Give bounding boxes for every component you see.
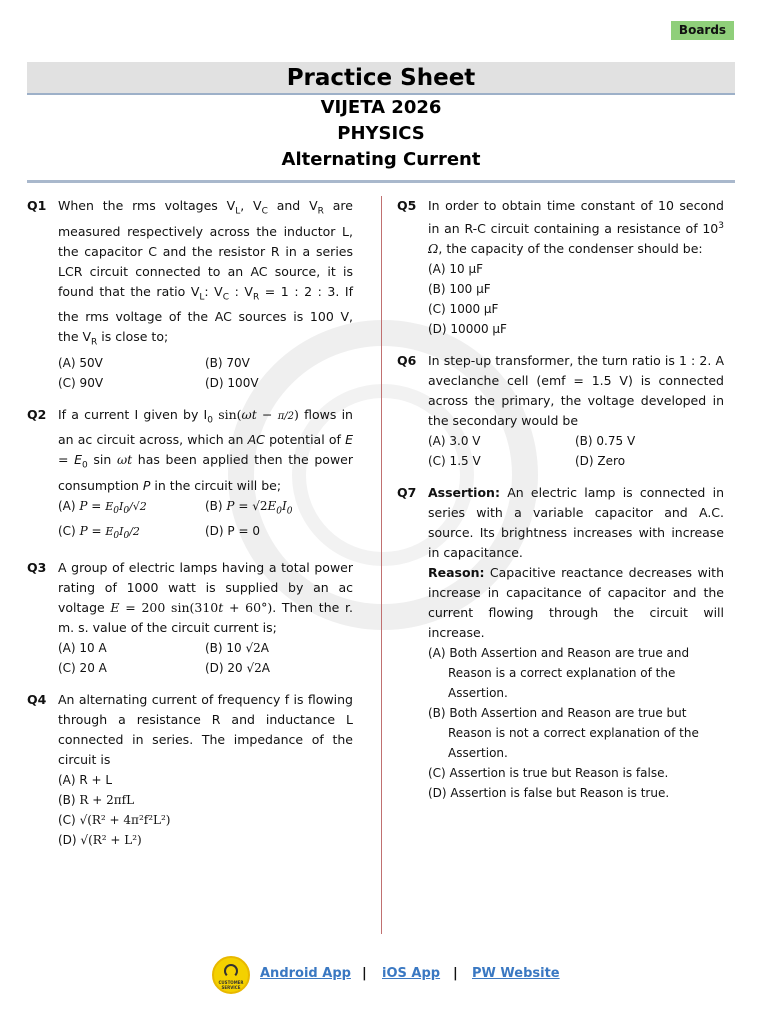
question-text: In order to obtain time constant of 10 second in an R-C circuit containing a resistance of $10^3$ Ω, the capacity of the condenser should be: xyxy=(428,198,724,257)
title-bar xyxy=(27,62,735,95)
option-c[interactable]: (C) 20 A xyxy=(58,661,107,676)
footer xyxy=(0,956,768,996)
logo-text: CUSTOMER SERVICE xyxy=(218,980,244,990)
question-number: Q6 xyxy=(397,353,417,369)
question-1 xyxy=(27,196,353,393)
question-6 xyxy=(397,351,724,471)
question-number: Q5 xyxy=(397,198,417,213)
subject-name: PHYSICS xyxy=(337,123,425,144)
option-d[interactable]: (D) 100V xyxy=(205,375,259,390)
question-number: Q7 xyxy=(397,485,417,501)
options xyxy=(428,643,724,803)
option-d[interactable]: (D) Assertion is false but Reason is true. xyxy=(428,786,670,801)
question-3 xyxy=(27,558,353,678)
option-b[interactable]: (B) R + 2πfL xyxy=(58,793,135,808)
options xyxy=(58,496,353,547)
left-column xyxy=(27,196,353,862)
option-a[interactable]: (A) 10 A xyxy=(58,641,107,656)
option-c[interactable]: (C) 90V xyxy=(58,375,104,390)
options xyxy=(58,638,353,678)
reason-body: Capacitive reactance decreases with increase in capacitance of capacitor and the current flowing through the circuit will increase. xyxy=(428,565,724,641)
option-a[interactable]: (A) R + L xyxy=(58,773,113,788)
option-b[interactable]: (B) Both Assertion and Reason are true but Reason is not a correct explanation of the Assertion. xyxy=(428,706,699,761)
android-app-link[interactable]: Android App xyxy=(260,966,351,981)
footer-separator: | xyxy=(453,966,458,981)
batch-name: VIJETA 2026 xyxy=(320,97,442,118)
option-d[interactable]: (D) 20 √2A xyxy=(205,661,271,676)
footer-separator: | xyxy=(362,966,367,981)
question-text: When the rms voltages $V_L$, $V_C$ and $V_R$ are measured respectively across the inductor L, the capacitor C and the resistor R in a series LCR circuit connected to an AC source, it is found that the ratio $V_L$: $V_C$ : $V_R = 1$ : 2 : 3. If the rms voltage of the AC sources is 100 V, the $V_R$ is close to; xyxy=(58,198,353,348)
question-number: Q1 xyxy=(27,198,47,213)
option-a[interactable]: (A) $P = E_0I_0/√2$ xyxy=(58,498,147,516)
options xyxy=(428,431,724,471)
reason-label: Reason: xyxy=(428,565,485,581)
option-b[interactable]: (B) 100 μF xyxy=(428,282,491,297)
options xyxy=(428,259,724,339)
option-c[interactable]: (C) 1000 μF xyxy=(428,302,499,317)
page-title: Practice Sheet xyxy=(286,65,476,91)
option-a[interactable]: (A) 50V xyxy=(58,355,103,370)
pw-website-link[interactable]: PW Website xyxy=(472,966,560,981)
option-c[interactable]: (C) 1.5 V xyxy=(428,454,481,469)
question-text: An alternating current of frequency f is flowing through a resistance R and inductance L connected in series. The impedance of the circuit is xyxy=(58,692,353,768)
question-7 xyxy=(397,483,724,803)
option-d[interactable]: (D) P = 0 xyxy=(205,523,260,538)
option-b[interactable]: (B) 70V xyxy=(205,355,250,370)
option-b[interactable]: (B) 0.75 V xyxy=(575,434,636,449)
assertion-text xyxy=(428,483,724,563)
question-2 xyxy=(27,405,353,547)
right-column xyxy=(397,196,724,815)
option-a[interactable]: (A) 3.0 V xyxy=(428,434,481,449)
option-d[interactable]: (D) 10000 μF xyxy=(428,322,507,337)
option-c[interactable]: (C) $P = E_0I_0/2$ xyxy=(58,523,140,542)
question-4 xyxy=(27,690,353,850)
option-a[interactable]: (A) 10 μF xyxy=(428,262,484,277)
reason-text xyxy=(428,563,724,643)
assertion-body: An electric lamp is connected in series with a variable capacitor and A.C. source. Its brightness increases with increase in capacitance. xyxy=(428,485,724,561)
headset-icon xyxy=(224,964,238,978)
question-number: Q2 xyxy=(27,406,47,422)
question-text: In step-up transformer, the turn ratio is 1 : 2. A aveclanche cell (emf = 1.5 V) is connected across the primary, the voltage developed in the secondary would be xyxy=(428,353,724,429)
option-c[interactable]: (C) Assertion is true but Reason is false. xyxy=(428,766,669,781)
question-number: Q3 xyxy=(27,560,47,576)
options xyxy=(58,770,353,850)
option-a[interactable]: (A) Both Assertion and Reason are true and Reason is a correct explanation of the Assertion. xyxy=(428,646,690,701)
question-number: Q4 xyxy=(27,692,47,708)
option-d[interactable]: (D) √(R² + L²) xyxy=(58,833,142,848)
assertion-label: Assertion: xyxy=(428,485,500,501)
column-divider xyxy=(381,196,382,934)
customer-service-icon[interactable] xyxy=(212,956,250,994)
question-5 xyxy=(397,196,724,339)
boards-badge: Boards xyxy=(671,21,734,40)
chapter-name: Alternating Current xyxy=(281,149,481,170)
option-b[interactable]: (B) $P = √2E_0I_0$ xyxy=(205,498,293,516)
option-d[interactable]: (D) Zero xyxy=(575,454,626,469)
header-rule xyxy=(27,180,735,183)
option-c[interactable]: (C) √(R² + 4π²f²L²) xyxy=(58,813,171,828)
options xyxy=(58,353,353,393)
question-text: A group of electric lamps having a total power rating of 1000 watt is supplied by an ac voltage E = 200 sin(310t + 60°). Then the r. m. s. value of the circuit current is; xyxy=(58,560,353,636)
question-text: If a current I given by $I_0$ sin(ωt − π/2) flows in an ac circuit across, which an AC potential of $E = E_0$ sin ωt has been applied then the power consumption P in the circuit will be; xyxy=(58,406,354,493)
option-b[interactable]: (B) 10 √2A xyxy=(205,641,269,656)
ios-app-link[interactable]: iOS App xyxy=(382,966,441,981)
